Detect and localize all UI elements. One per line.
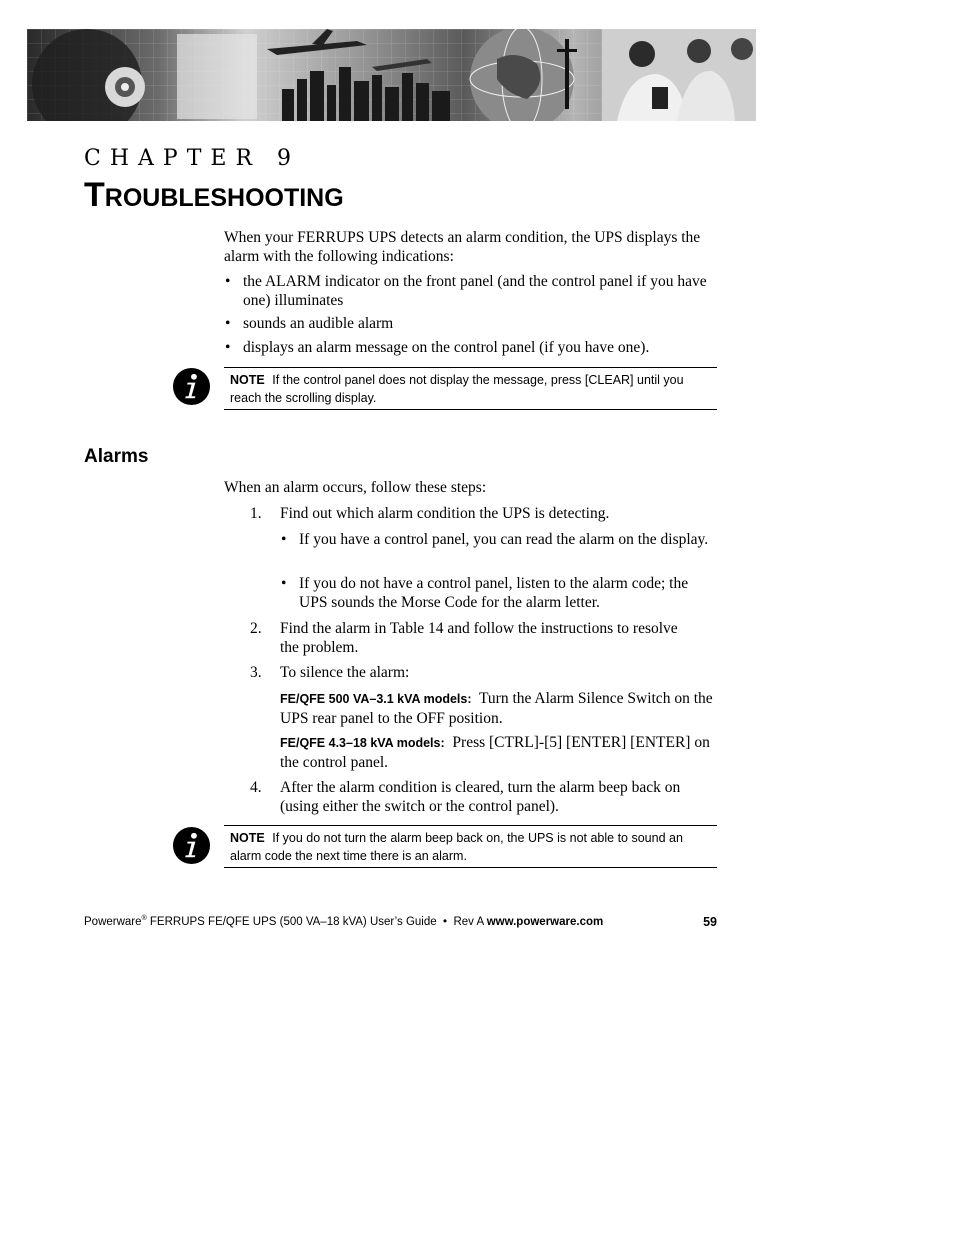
list-item	[225, 272, 723, 310]
note-label: NOTE	[230, 373, 265, 387]
info-icon	[172, 826, 211, 865]
step-number: 1.	[250, 505, 262, 522]
step-item	[250, 778, 712, 816]
model-text: Press [CTRL]-[5] [ENTER] [ENTER] on the control panel.	[280, 734, 710, 771]
list-item	[281, 574, 719, 612]
title-rest: ROUBLESHOOTING	[104, 184, 344, 212]
step-text: Find out which alarm condition the UPS is detecting.	[280, 505, 610, 522]
note-text: If you do not turn the alarm beep back on, the UPS is not able to sound an alarm code the next time there is an alarm.	[230, 831, 683, 863]
list-item-text: displays an alarm message on the control panel (if you have one).	[243, 339, 650, 356]
step-item	[250, 663, 720, 682]
list-item-text: If you do not have a control panel, listen to the alarm code; the UPS sounds the Morse Code for the alarm letter.	[299, 575, 689, 611]
bullet-glyph: •	[225, 273, 231, 290]
note-box	[224, 367, 717, 410]
header-banner-image	[27, 29, 756, 121]
footer-registered-mark: ®	[141, 915, 147, 922]
note-text: If the control panel does not display the message, press [CLEAR] until you reach the scrolling display.	[230, 373, 684, 405]
list-item	[225, 314, 723, 333]
model-label: FE/QFE 4.3–18 kVA models:	[280, 736, 445, 750]
step-number: 3.	[250, 664, 262, 681]
note-label: NOTE	[230, 831, 265, 845]
page-number: 59	[703, 915, 717, 929]
footer-url-link[interactable]: www.powerware.com	[486, 915, 604, 928]
step-text: After the alarm condition is cleared, turn the alarm beep back on (using either the switch or the control panel).	[280, 779, 681, 815]
footer-brand: Powerware	[84, 915, 142, 928]
list-item-text: If you have a control panel, you can read the alarm on the display.	[299, 531, 709, 548]
section-heading: Alarms	[84, 446, 149, 467]
info-icon	[172, 367, 211, 406]
step-number: 2.	[250, 620, 262, 637]
list-item-text: the ALARM indicator on the front panel (and the control panel if you have one) illuminates	[243, 273, 707, 309]
bullet-glyph: •	[225, 315, 231, 332]
title-initial: T	[84, 176, 105, 214]
step-text: To silence the alarm:	[280, 664, 410, 681]
model-instruction	[280, 689, 716, 728]
model-text: Turn the Alarm Silence Switch on the UPS rear panel to the OFF position.	[280, 690, 713, 727]
steps-intro: When an alarm occurs, follow these steps:	[224, 479, 487, 496]
step-item	[250, 619, 700, 657]
intro-paragraph: When your FERRUPS UPS detects an alarm condition, the UPS displays the alarm with the following indications:	[224, 229, 701, 265]
step-item	[250, 504, 720, 523]
list-item-text: sounds an audible alarm	[243, 315, 394, 332]
list-item	[281, 530, 719, 549]
note-box	[224, 825, 717, 868]
footer-guide-title: FERRUPS FE/QFE UPS (500 VA–18 kVA) User’s Guide • Rev A	[146, 915, 487, 928]
bullet-glyph: •	[225, 339, 231, 356]
step-number: 4.	[250, 779, 262, 796]
chapter-label: CHAPTER 9	[84, 146, 300, 171]
bullet-glyph: •	[281, 531, 287, 548]
model-label: FE/QFE 500 VA–3.1 kVA models:	[280, 692, 472, 706]
list-item	[225, 338, 723, 357]
page-title	[84, 176, 344, 215]
model-instruction	[280, 733, 716, 772]
bullet-glyph: •	[281, 575, 287, 592]
step-text: Find the alarm in Table 14 and follow the instructions to resolve the problem.	[280, 620, 678, 656]
page-footer	[84, 915, 717, 928]
